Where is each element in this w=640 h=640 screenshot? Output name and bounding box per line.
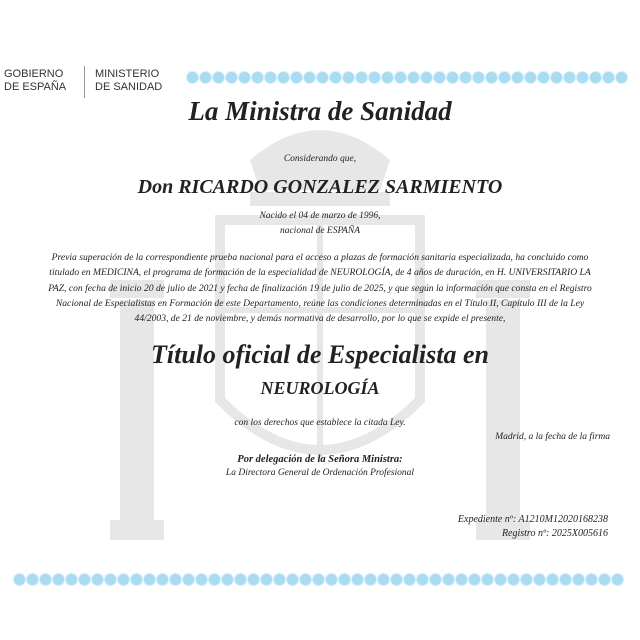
border-dot <box>235 574 246 585</box>
border-dot <box>170 574 181 585</box>
border-dot <box>157 574 168 585</box>
border-dot <box>144 574 155 585</box>
border-dot <box>417 574 428 585</box>
border-dot <box>573 574 584 585</box>
border-dot <box>486 72 497 83</box>
border-dot <box>239 72 250 83</box>
signer-title: La Directora General de Ordenación Profesional <box>225 468 415 478</box>
border-dot <box>534 574 545 585</box>
border-dot <box>278 72 289 83</box>
border-dot <box>521 574 532 585</box>
border-dot <box>53 574 64 585</box>
border-dot <box>196 574 207 585</box>
border-dot <box>343 72 354 83</box>
border-dot <box>222 574 233 585</box>
border-dot <box>482 574 493 585</box>
recipient-name: Don RICARDO GONZALEZ SARMIENTO <box>137 176 503 198</box>
border-dot <box>603 72 614 83</box>
gobierno-logo <box>4 68 66 94</box>
border-dot <box>339 574 350 585</box>
border-dot <box>434 72 445 83</box>
degree-title: Título oficial de Especialista en <box>151 340 489 369</box>
border-dot <box>586 574 597 585</box>
border-dot <box>508 574 519 585</box>
min-line2: DE SANIDAD <box>95 81 163 93</box>
border-dot <box>551 72 562 83</box>
border-dot <box>369 72 380 83</box>
border-dot <box>547 574 558 585</box>
border-dot <box>252 72 263 83</box>
border-dot <box>313 574 324 585</box>
border-dot <box>408 72 419 83</box>
border-dot <box>599 574 610 585</box>
border-dot <box>391 574 402 585</box>
border-dot <box>187 72 198 83</box>
border-dot <box>473 72 484 83</box>
gov-line1: GOBIERNO <box>4 68 64 80</box>
border-dot <box>577 72 588 83</box>
border-dot <box>365 574 376 585</box>
border-dot <box>430 574 441 585</box>
birth-date: Nacido el 04 de marzo de 1996, <box>259 211 381 221</box>
bottom-dot-border <box>14 574 623 585</box>
border-dot <box>209 574 220 585</box>
border-dot <box>265 72 276 83</box>
border-dot <box>421 72 432 83</box>
border-dot <box>395 72 406 83</box>
min-line1: MINISTERIO <box>95 68 160 80</box>
expediente-number: Expediente nº: A1210M12020168238 <box>457 514 608 525</box>
delegation-text: Por delegación de la Señora Ministra: <box>237 454 403 465</box>
border-dot <box>456 574 467 585</box>
border-dot <box>200 72 211 83</box>
border-dot <box>326 574 337 585</box>
top-dot-border <box>187 72 627 83</box>
border-dot <box>317 72 328 83</box>
border-dot <box>300 574 311 585</box>
border-dot <box>261 574 272 585</box>
border-dot <box>248 574 259 585</box>
border-dot <box>330 72 341 83</box>
place-date: Madrid, a la fecha de la firma <box>495 432 610 442</box>
coat-of-arms-watermark <box>100 100 540 560</box>
border-dot <box>213 72 224 83</box>
border-dot <box>590 72 601 83</box>
border-dot <box>287 574 298 585</box>
border-dot <box>447 72 458 83</box>
border-dot <box>560 574 571 585</box>
gov-line2: DE ESPAÑA <box>4 81 67 93</box>
border-dot <box>27 574 38 585</box>
border-dot <box>512 72 523 83</box>
nationality: nacional de ESPAÑA <box>279 226 361 236</box>
considerando-text: Considerando que, <box>283 154 357 164</box>
border-dot <box>499 72 510 83</box>
border-dot <box>14 574 25 585</box>
border-dot <box>356 72 367 83</box>
border-dot <box>40 574 51 585</box>
border-dot <box>352 574 363 585</box>
ministerio-logo <box>95 68 162 94</box>
page-title: La Ministra de Sanidad <box>188 96 452 126</box>
border-dot <box>443 574 454 585</box>
border-dot <box>274 574 285 585</box>
border-dot <box>495 574 506 585</box>
border-dot <box>404 574 415 585</box>
border-dot <box>131 574 142 585</box>
border-dot <box>304 72 315 83</box>
border-dot <box>564 72 575 83</box>
border-dot <box>538 72 549 83</box>
registro-number: Registro nº: 2025X005616 <box>501 528 608 539</box>
border-dot <box>226 72 237 83</box>
body-paragraph: Previa superación de la correspondiente prueba nacional para el acceso a plazas de formación sanitaria especializada, ha concluido como titulado en MEDICINA, el programa de formación de la especialidad de NEUROLOGÍA, de 4 años de duración, en H. UNIVERSITARIO LA PAZ, con fecha de inicio 20 de julio de 2021 y fecha de finalización 19 de julio de 2025, y que según la información que consta en el Registro Nacional de Especialistas en Formación de este Departamento, reúne las condiciones determinadas en el Título II, Capítulo III de la Ley 44/2003, de 21 de noviembre, y demás normativa de desarrollo, por lo que se expide el presente, <box>48 252 592 325</box>
logo-divider <box>84 66 85 98</box>
border-dot <box>66 574 77 585</box>
border-dot <box>382 72 393 83</box>
border-dot <box>460 72 471 83</box>
border-dot <box>378 574 389 585</box>
border-dot <box>118 574 129 585</box>
border-dot <box>291 72 302 83</box>
border-dot <box>525 72 536 83</box>
border-dot <box>616 72 627 83</box>
specialty: NEUROLOGÍA <box>260 378 380 398</box>
border-dot <box>469 574 480 585</box>
rights-text: con los derechos que establece la citada Ley. <box>234 418 406 428</box>
border-dot <box>92 574 103 585</box>
border-dot <box>105 574 116 585</box>
border-dot <box>79 574 90 585</box>
border-dot <box>183 574 194 585</box>
border-dot <box>612 574 623 585</box>
